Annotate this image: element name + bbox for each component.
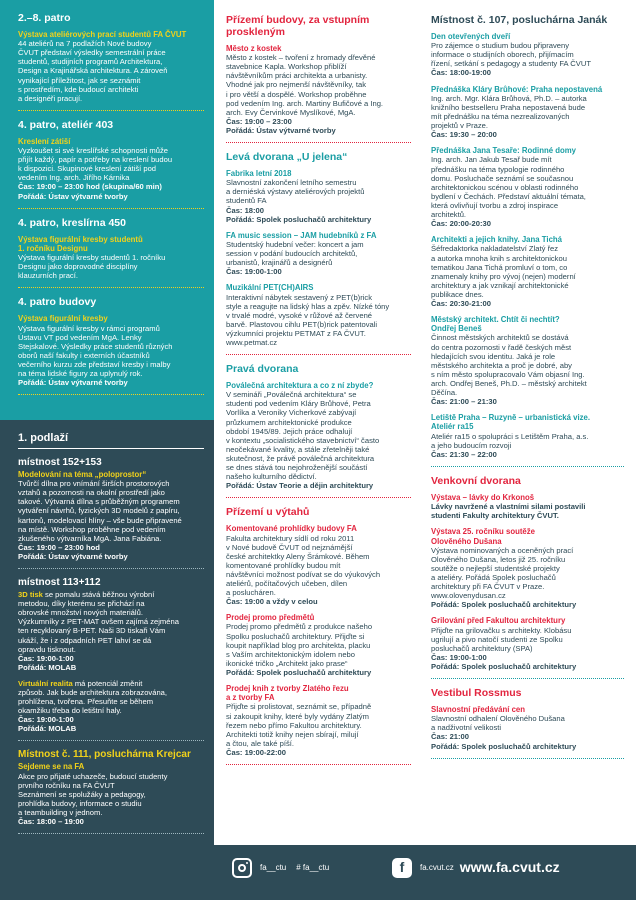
event-description: Slavnostní zakončení letního semestru a derniéská výstavy ateliérových projektů studentů FA bbox=[226, 178, 365, 206]
section-heading: 4. patro, kreslírna 450 bbox=[18, 216, 126, 229]
event-time: Čas: 19:00-1:00 bbox=[226, 267, 282, 277]
event-time: Čas: 19:00-1:00 bbox=[18, 715, 74, 725]
event-block bbox=[18, 137, 204, 201]
event-block bbox=[431, 235, 624, 308]
event-description: Akce pro přijaté uchazeče, budoucí studenty prvního ročníku na FA ČVUT Seznámení se spolužáky a pedagogy, prohlídka budovy, informace o studiu a teambuilding v jednom. bbox=[18, 771, 168, 818]
event-time: Čas: 19:00 – 23:00 hod (skupina/60 min) bbox=[18, 182, 162, 192]
event-title: Architekti a jejich knihy. Jana Tichá bbox=[431, 235, 563, 245]
event-title: Komentované prohlídky budovy FA bbox=[226, 524, 357, 534]
section-divider bbox=[226, 764, 411, 765]
event-title: Výstava figurální kresby bbox=[18, 314, 108, 324]
event-title: Grilování před Fakultou architektury bbox=[431, 616, 566, 626]
event-title: Přednáška Jana Tesaře: Rodinné domy bbox=[431, 146, 577, 156]
event-block bbox=[431, 315, 624, 406]
event-title: Sejdeme se na FA bbox=[18, 762, 85, 772]
event-time: Čas: 18:00 – 19:00 bbox=[18, 817, 84, 827]
section-heading: 4. patro, ateliér 403 bbox=[18, 118, 114, 131]
event-block bbox=[18, 470, 204, 561]
section-divider bbox=[226, 142, 411, 143]
section-heading: Místnost č. 111, posluchárna Krejcar bbox=[18, 749, 191, 761]
event-block bbox=[431, 32, 624, 78]
instagram-handle: fa__ctu bbox=[260, 863, 287, 873]
event-description: Přijďte na grilovačku s architekty. Klobásu ugrilují a pivo natočí studenti ze Spolku posluchačů architektury (SPA) bbox=[431, 625, 572, 653]
event-description: Prodej promo předmětů z produkce našeho Spolku posluchačů architektury. Přijďte si koupit například blog pro architekta, placku s Vaším architektonickým idolem nebo ikonické tričko „Architekt jako prase“ bbox=[226, 622, 373, 668]
event-organizer: Pořádá: MOLAB bbox=[18, 662, 77, 672]
event-time: Čas: 18:00 bbox=[226, 205, 264, 215]
ground-floor-list bbox=[18, 457, 204, 834]
event-description bbox=[18, 679, 204, 715]
event-block bbox=[431, 705, 624, 751]
hashtag: # fa__ctu bbox=[296, 863, 330, 873]
section-divider bbox=[18, 394, 204, 395]
event-organizer: Pořádá: Ústav Teorie a dějin architektury bbox=[226, 481, 374, 491]
event-title: Městský architekt. Chtít či nechtít? Ondřej Beneš bbox=[431, 315, 560, 334]
event-time: Čas: 19:00 – 23:00 bbox=[226, 116, 292, 126]
event-block bbox=[18, 314, 204, 387]
event-block bbox=[431, 146, 624, 228]
event-time: Čas: 19:00 a vždy v celou bbox=[226, 597, 318, 607]
event-block bbox=[226, 283, 411, 347]
event-title: Prodej knih z tvorby Zlatého řezu a z tvorby FA bbox=[226, 684, 349, 703]
column-left bbox=[0, 0, 214, 900]
facebook-handle: fa.cvut.cz bbox=[420, 863, 454, 873]
ground-floor-section bbox=[0, 420, 214, 900]
event-title: 3D tisk bbox=[18, 590, 43, 600]
event-title: Letiště Praha – Ruzyně – urbanistická vize. Ateliér ra15 bbox=[431, 413, 591, 432]
event-time: Čas: 19:00-1:00 bbox=[431, 652, 487, 662]
event-time: Čas: 19:00-22:00 bbox=[226, 747, 286, 757]
event-block bbox=[431, 413, 624, 459]
event-title: FA music session – JAM hudebníků z FA bbox=[226, 230, 377, 240]
section-heading: Venkovní dvorana bbox=[431, 474, 521, 487]
facebook-link[interactable] bbox=[392, 857, 560, 879]
event-organizer: Pořádá: Ústav výtvarné tvorby bbox=[18, 551, 128, 561]
event-time: Čas: 18:00-19:00 bbox=[431, 68, 491, 78]
instagram-icon bbox=[232, 858, 252, 878]
event-block bbox=[431, 527, 624, 609]
event-title: Město z kostek bbox=[226, 44, 282, 53]
section-heading: 4. patro budovy bbox=[18, 296, 97, 309]
event-time: Čas: 21:00 bbox=[431, 732, 469, 742]
event-description: Výstava figurální kresby studentů 1. ročníku Designu jako doprovodné disciplíny klauzurních prací. bbox=[18, 253, 166, 281]
event-title: Poválečná architektura a co z ní zbyde? bbox=[226, 381, 374, 391]
event-description: Činnost městských architektů se dostává do centra pozornosti v řadě českých měst hledajících svou identitu. Jaká je role městského architekta a proč je dobré, aby s ním město spolupracovalo Vám objasní Ing. arch. Ondřej Beneš, Ph.D. – městský architekt Děčína. bbox=[431, 333, 587, 398]
section-heading: Levá dvorana „U jelena“ bbox=[226, 151, 348, 164]
event-description: Studentský hudební večer: koncert a jam session v podání budoucích architektů, urbanistů, krajinářů a designérů bbox=[226, 239, 364, 268]
event-block bbox=[18, 30, 204, 103]
section-heading: Přízemí budovy, za vstupním proskleným bbox=[226, 14, 370, 38]
event-block bbox=[226, 44, 411, 135]
section-heading: Pravá dvorana bbox=[226, 363, 299, 376]
upper-floors-section bbox=[0, 0, 214, 420]
event-block bbox=[226, 231, 411, 277]
event-title: Den otevřených dveří bbox=[431, 32, 511, 41]
event-body: se pomalu stává běžnou výrobní metodou, díky kterému se přichází na obrovské množství nových materiálů. Výzkumníky z PET-MAT ovšem zajímá zejména ten recyklovaný B-PET. Naši 3D tiskaři Vám ukáží, že i z odpadních PET lahví se dá opravdu tisknout. bbox=[18, 590, 179, 654]
event-time: Čas: 21:00 – 21:30 bbox=[431, 397, 497, 407]
section-heading: Přízemí u výtahů bbox=[226, 506, 310, 519]
event-description: Město z kostek – tvoření z hromady dřevěné stavebnice Kapla. Workshop přiblíží návštěvníkům práci architekta a urbanisty. Vhodné jak pro nejmenší návštěvníky, tak i pro větší a dospělé. Workshop proběhne pod vedením Ing. arch. Martiny Bufičové a Ing. arch. Evy Červinkové Myslíkové, MgA. bbox=[226, 53, 384, 117]
event-title: Virtuální realita bbox=[18, 678, 73, 688]
event-title: Výstava – lávky do Krkonoš bbox=[431, 492, 535, 502]
section-divider bbox=[18, 833, 204, 834]
event-title: Výstava 25. ročníku soutěže Olověného Dušana bbox=[431, 527, 536, 546]
section-heading: místnost 113+112 bbox=[18, 577, 101, 589]
section-divider bbox=[18, 568, 204, 569]
event-block bbox=[18, 762, 204, 826]
event-title: Modelování na téma „poloprostor“ bbox=[18, 470, 147, 479]
event-description: Ing. arch. Jan Jakub Tesař bude mít přednášku na téma typologie rodinného domu. Posluchače seznámí se současnou architektonickou scénou v oblasti rodinného bydlení v Čechách. Představí aktuální témata, která ovlivňují tvorbu a zdroj inspirace architektů. bbox=[431, 155, 586, 220]
event-description: Slavnostní odhalení Olověného Dušana a nadživotní velikosti bbox=[431, 714, 565, 733]
section-heading: Místnost č. 107, posluchárna Janák bbox=[431, 14, 608, 26]
event-organizer: Pořádá: Spolek posluchačů architektury bbox=[431, 600, 577, 610]
website-link[interactable]: www.fa.cvut.cz bbox=[459, 859, 560, 876]
event-description: 44 ateliérů na 7 podlažích Nové budovy ČVUT představí výsledky semestrální práce studentů, studijních programů Architektura, Design a Krajinářská architektura. A zároveň vynikající příležitost, jak se seznámit s prostředím, kde budoucí architekti a designéři pracují. bbox=[18, 39, 168, 103]
event-time: Čas: 19:30 – 20:00 bbox=[431, 130, 497, 140]
section-divider bbox=[18, 740, 204, 741]
divider bbox=[18, 448, 204, 449]
event-title: Slavnostní předávání cen bbox=[431, 705, 526, 715]
section-divider bbox=[431, 758, 624, 759]
event-block bbox=[226, 684, 411, 757]
event-body: má potenciál změnit způsob. Jak bude architektura zobrazována, prohlížena, tvořena. Přesuňte se během okamžiku třeba do letištní haly. bbox=[18, 678, 168, 716]
event-description: Přijďte si prolistovat, seznámit se, případně si zakoupit knihy, které byly vydány Zlatým řezem nebo přímo Fakultou architektury. Architekti totiž knihy nejen sbírají, milují a čtou, ale také píší. bbox=[226, 702, 372, 748]
event-title: Muzikální PET(CH)AIRS bbox=[226, 283, 314, 293]
event-organizer: Pořádá: Spolek posluchačů architektury bbox=[431, 661, 577, 671]
section-heading: 2.–8. patro bbox=[18, 12, 71, 24]
event-organizer: Pořádá: Spolek posluchačů architektury bbox=[226, 667, 372, 677]
event-time: Čas: 20:00-20:30 bbox=[431, 219, 491, 229]
event-time: Čas: 19:00 – 23:00 hod bbox=[18, 542, 100, 552]
event-organizer: Pořádá: Ústav výtvarné tvorby bbox=[18, 191, 128, 201]
column-middle bbox=[214, 0, 421, 845]
section-divider bbox=[226, 497, 411, 498]
column-right bbox=[421, 0, 636, 845]
event-description: Pro zájemce o studium budou připraveny informace o studijních oborech, přijímacím řízení, setkání s pedagogy a studenty FA ČVUT bbox=[431, 41, 591, 69]
event-time: Čas: 20:30-21:00 bbox=[431, 298, 491, 308]
event-title: Přednáška Kláry Brůhové: Praha nepostavená bbox=[431, 84, 603, 94]
event-block bbox=[431, 493, 624, 520]
event-time: Čas: 19:00-1:00 bbox=[18, 653, 74, 663]
event-description: Ateliér ra15 o spolupráci s Letištěm Praha, a.s. a jeho budoucím rozvoji bbox=[431, 431, 589, 450]
section-heading: místnost 152+153 bbox=[18, 457, 102, 468]
event-description: Šéfredaktorka nakladatelství Zlatý řez a autorka mnoha knih s architektonickou tematikou Jana Tichá promluví o tom, co znamenaly knihy pro vývoj (nejen) moderní architektury a jak vznikají architektonické publikace dnes. bbox=[431, 244, 576, 299]
section-divider bbox=[226, 354, 411, 355]
event-title: Prodej promo předmětů bbox=[226, 613, 315, 623]
event-title: Výstava ateliérových prací studentů FA ČVUT bbox=[18, 30, 187, 39]
event-description: Výstava nominovaných a oceněných prací Olověného Dušana, letos již 25. ročníku soutěže o nejlepší studentské projekty a ateliéry. Pořádá Spolek posluchačů architektury při FA ČVUT v Praze. www.olovenydusan.cz bbox=[431, 545, 574, 601]
instagram-link[interactable] bbox=[232, 857, 329, 879]
event-description: Vyzkoušet si své kreslířské schopnosti může přijít každý, papír a potřeby na kreslení budou k dispozici. Skupinové kreslení zátiší pod vedením Ing. arch. Jiřího Kárnika bbox=[18, 146, 173, 183]
event-description: Výstava figurální kresby v rámci programů Ústavu VT pod vedením MgA. Lenky Stejskalové. Výsledky práce studentů různých oborů naší fakulty i externích účastníků večerního kurzu zde představí kresby i malby na téma lidské figury za uplynulý rok. bbox=[18, 323, 173, 378]
event-description: V semináři „Poválečná architektura“ se studenti pod vedením Kláry Brůhové, Petra Vorlíka a Veroniky Vicherkové zabývají průzkumem architektonické produkce období 1945/89. Jejich práce odhalují v kontextu „socialistického stavebnictví“ často neočekávané kvality, a stále zřetelněji také skutečnost, že právě poválečná architektura se dnes stává tou nejohroženější součástí našeho kulturního dědictví. bbox=[226, 390, 380, 482]
event-block bbox=[431, 85, 624, 140]
section-divider bbox=[18, 208, 204, 209]
footer bbox=[214, 845, 636, 900]
event-title: Kreslení zátiší bbox=[18, 136, 71, 146]
event-description: Ing. arch. Mgr. Klára Brůhová, Ph.D. – autorka knižního bestselleru Praha nepostavená bude mít přednášku na téma nezrealizovaných projektů v Praze. bbox=[431, 93, 587, 131]
event-description: Tvůrčí dílna pro vnímání širších prostorových vztahů a pozornosti na okolní prostředí jako takové. Výtvarná dílna s průběžným programem vytváření návrhů, fyzických 3D modelů z papíru, kartonů, modelovací hlíny – vše bude připravené na místě. Workshop proběhne pod vedením zkušeného výtvarníka MgA. Jana Fabiána. bbox=[18, 479, 182, 543]
event-block bbox=[226, 381, 411, 490]
event-organizer: Pořádá: Ústav výtvarné tvorby bbox=[226, 125, 336, 135]
event-block bbox=[226, 613, 411, 677]
event-title: Fabrika letní 2018 bbox=[226, 169, 292, 179]
event-description: Interaktivní nábytek sestavený z PET(b)rick style a reagujte na lidský hlas a zpěv. Nízké tóny v trvalé modré, vysoké v růžové až červené barvě. Plastovou cihlu PET(b)rick patentovali výzkumníci projektu PETMAT z FA ČVUT. www.petmat.cz bbox=[226, 292, 390, 347]
event-block bbox=[226, 169, 411, 224]
event-time: Čas: 21:30 – 22:00 bbox=[431, 449, 497, 459]
section-divider bbox=[431, 466, 624, 467]
event-block bbox=[18, 679, 204, 734]
event-organizer: Pořádá: Spolek posluchačů architektury bbox=[431, 741, 577, 751]
event-block bbox=[18, 590, 204, 672]
event-block bbox=[431, 616, 624, 671]
section-heading: Vestibul Rossmus bbox=[431, 687, 522, 700]
event-organizer: Pořádá: MOLAB bbox=[18, 724, 77, 734]
event-description: Fakulta architektury sídlí od roku 2011 v Nové budově ČVUT od nejznámější české architektky Aleny Šrámkové. Během komentované prohlídky budou mít návštěvníci možnost podívat se do výukových ateliérů, počítačových učeben, dílen a poslucháren. bbox=[226, 533, 381, 598]
event-description bbox=[18, 590, 204, 654]
section-divider bbox=[18, 110, 204, 111]
facebook-icon: f bbox=[392, 858, 412, 878]
section-divider bbox=[18, 287, 204, 288]
event-organizer: Pořádá: Ústav výtvarné tvorby bbox=[18, 378, 128, 388]
event-title: Výstava figurální kresby studentů 1. ročníku Designu bbox=[18, 234, 143, 253]
event-block bbox=[18, 235, 204, 281]
section-divider bbox=[431, 678, 624, 679]
event-lead: Lávky navržené a vlastními silami postavili studenti Fakulty architektury ČVUT. bbox=[431, 502, 586, 521]
event-block bbox=[226, 524, 411, 606]
event-organizer: Pořádá: Spolek posluchačů architektury bbox=[226, 214, 372, 224]
ground-floor-heading: 1. podlaží bbox=[18, 432, 69, 444]
